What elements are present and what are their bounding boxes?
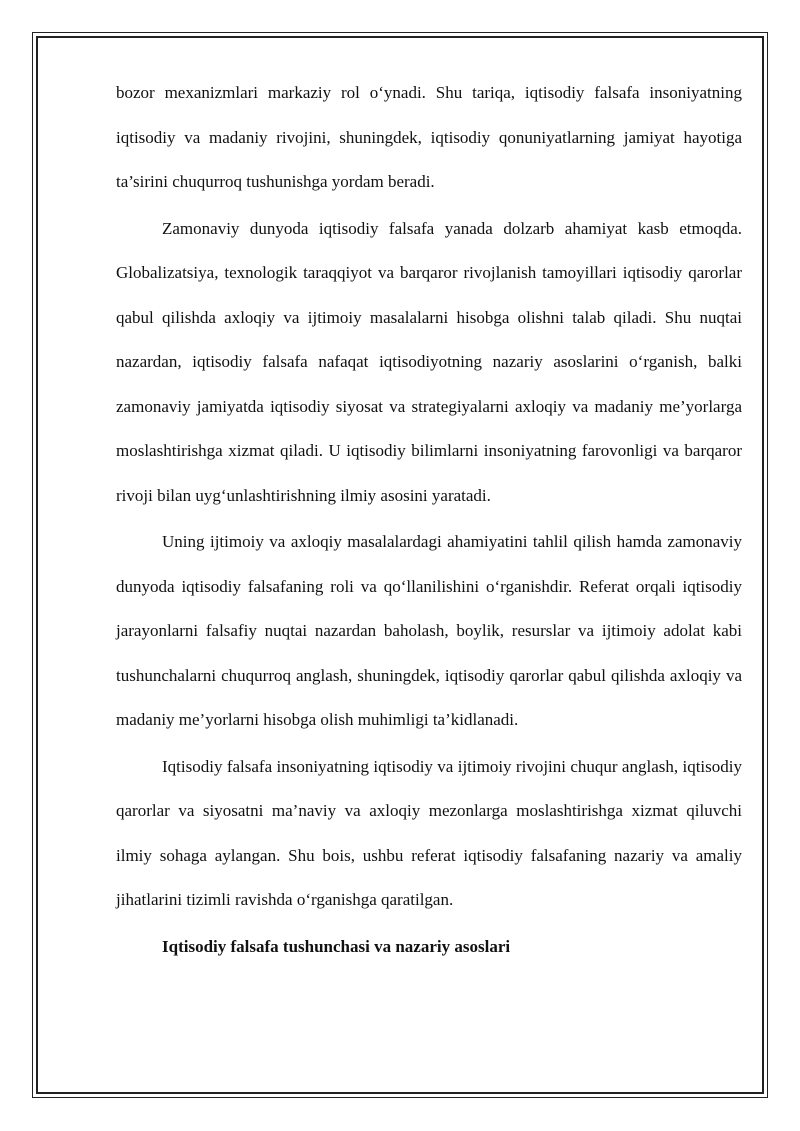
paragraph-scientific-field: Iqtisodiy falsafa insoniyatning iqtisodiy va ijtimoiy rivojini chuqur anglash, iqtisodiy qarorlar va siyosatni ma’naviy va axloqiy mezonlarga moslashtirishga xizmat qiluvchi ilmiy sohaga aylangan. Shu bois, ushbu referat iqtisodiy falsafaning nazariy va amaliy jihatlarini tizimli ravishda o‘rganishga qaratilgan.	[116, 756, 742, 909]
paragraph-modern-world: Zamonaviy dunyoda iqtisodiy falsafa yanada dolzarb ahamiyat kasb etmoqda. Globalizatsiya, texnologik taraqqiyot va barqaror rivojlanish tamoyillari iqtisodiy qarorlar qabul qilishda axloqiy va ijtimoiy masalalarni hisobga olishni talab qiladi. Shu nuqtai nazardan, iqtisodiy falsafa nafaqat iqtisodiyotning nazariy asoslarini o‘rganish, balki zamonaviy jamiyatda iqtisodiy siyosat va strategiyalarni axloqiy va madaniy me’yorlarga moslashtirishga xizmat qiladi. U iqtisodiy bilimlarni insoniyatning farovonligi va barqaror rivoji bilan uyg‘unlashtirishning ilmiy asosini yaratadi.	[116, 218, 742, 505]
section-heading: Iqtisodiy falsafa tushunchasi va nazariy asoslari	[162, 936, 511, 956]
paragraph-social-ethical: Uning ijtimoiy va axloqiy masalalardagi ahamiyatini tahlil qilish hamda zamonaviy dunyoda iqtisodiy falsafaning roli va qo‘llanilishini o‘rganishdir. Referat orqali iqtisodiy jarayonlarni falsafiy nuqtai nazardan baholash, boylik, resurslar va ijtimoiy adolat kabi tushunchalarni chuqurroq anglash, shuningdek, iqtisodiy qarorlar qabul qilishda axloqiy va madaniy me’yorlarni hisobga olish muhimligi ta’kidlanadi.	[116, 532, 742, 729]
document-body	[116, 71, 742, 971]
paragraph-continuation: bozor mexanizmlari markaziy rol o‘ynadi. Shu tariqa, iqtisodiy falsafa insoniyatning iqtisodiy va madaniy rivojini, shuningdek, iqtisodiy qonuniyatlarning jamiyat hayotiga ta’sirini chuqurroq tushunishga yordam beradi.	[116, 83, 742, 191]
